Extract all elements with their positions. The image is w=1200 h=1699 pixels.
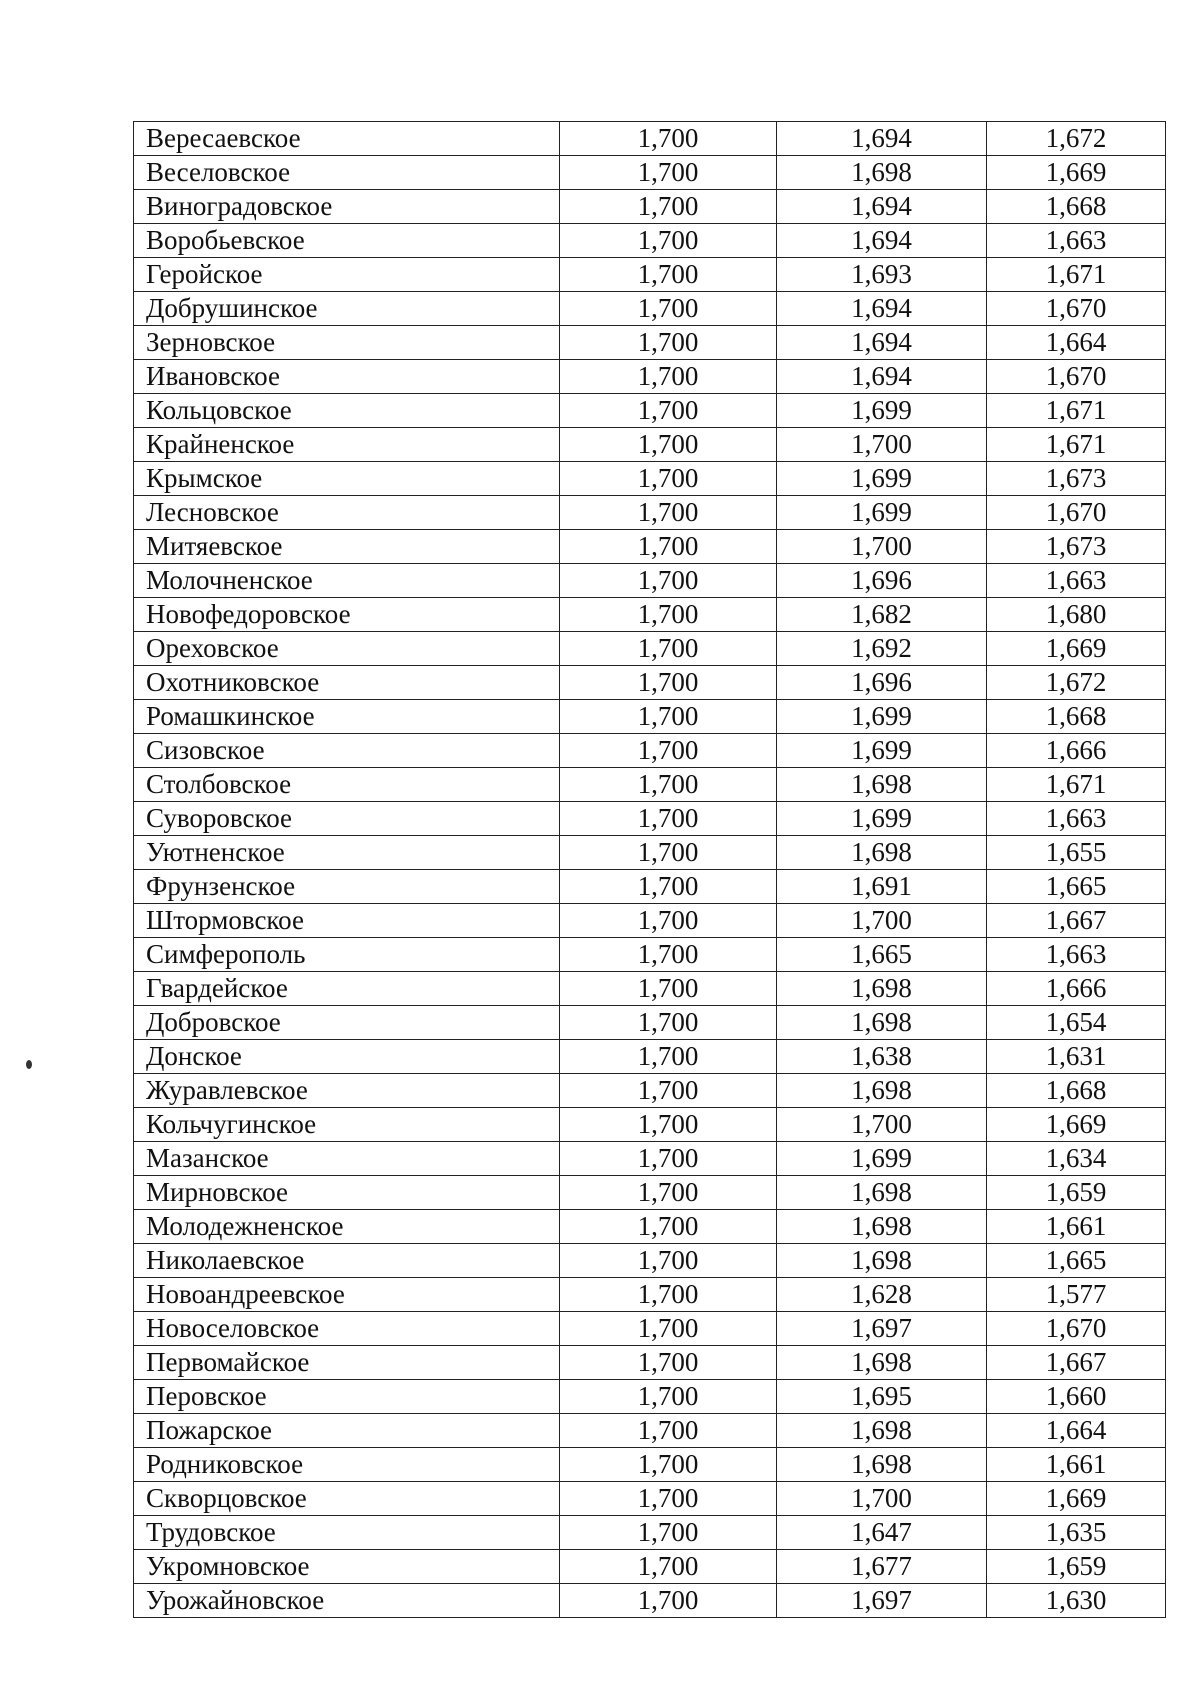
table-row: [134, 1278, 1166, 1312]
value-cell-3: 1,635: [987, 1516, 1166, 1550]
value-cell-2: 1,698: [777, 768, 987, 802]
settlement-name-cell: Пожарское: [134, 1414, 560, 1448]
table-body: [134, 122, 1166, 1618]
value-cell-1: 1,700: [560, 1516, 777, 1550]
value-cell-3: 1,680: [987, 598, 1166, 632]
value-cell-3: 1,660: [987, 1380, 1166, 1414]
table-row: [134, 1448, 1166, 1482]
table-row: [134, 530, 1166, 564]
value-cell-2: 1,699: [777, 496, 987, 530]
value-cell-1: 1,700: [560, 1550, 777, 1584]
value-cell-3: 1,631: [987, 1040, 1166, 1074]
value-cell-1: 1,700: [560, 190, 777, 224]
settlement-name-cell: Новофедоровское: [134, 598, 560, 632]
value-cell-1: 1,700: [560, 1244, 777, 1278]
table-row: [134, 326, 1166, 360]
table-row: [134, 564, 1166, 598]
table-row: [134, 258, 1166, 292]
data-table: [133, 121, 1166, 1618]
table-row: [134, 734, 1166, 768]
settlement-name-cell: Новоселовское: [134, 1312, 560, 1346]
value-cell-3: 1,655: [987, 836, 1166, 870]
table-row: [134, 156, 1166, 190]
value-cell-2: 1,698: [777, 1210, 987, 1244]
value-cell-2: 1,700: [777, 1482, 987, 1516]
table-row: [134, 1108, 1166, 1142]
value-cell-2: 1,628: [777, 1278, 987, 1312]
table-row: [134, 836, 1166, 870]
value-cell-2: 1,698: [777, 1176, 987, 1210]
settlement-name-cell: Кольцовское: [134, 394, 560, 428]
value-cell-2: 1,638: [777, 1040, 987, 1074]
settlement-name-cell: Веселовское: [134, 156, 560, 190]
table-row: [134, 1516, 1166, 1550]
value-cell-3: 1,669: [987, 632, 1166, 666]
table-row: [134, 1210, 1166, 1244]
table-row: [134, 462, 1166, 496]
table-row: [134, 1380, 1166, 1414]
value-cell-1: 1,700: [560, 292, 777, 326]
value-cell-3: 1,654: [987, 1006, 1166, 1040]
table-row: [134, 292, 1166, 326]
settlement-name-cell: Воробьевское: [134, 224, 560, 258]
value-cell-1: 1,700: [560, 870, 777, 904]
settlement-name-cell: Симферополь: [134, 938, 560, 972]
settlement-name-cell: Крымское: [134, 462, 560, 496]
settlement-name-cell: Кольчугинское: [134, 1108, 560, 1142]
value-cell-3: 1,668: [987, 1074, 1166, 1108]
table-row: [134, 1244, 1166, 1278]
table-row: [134, 1074, 1166, 1108]
value-cell-3: 1,671: [987, 394, 1166, 428]
settlement-name-cell: Добрушинское: [134, 292, 560, 326]
settlement-name-cell: Лесновское: [134, 496, 560, 530]
value-cell-1: 1,700: [560, 1448, 777, 1482]
value-cell-3: 1,630: [987, 1584, 1166, 1618]
table-row: [134, 1482, 1166, 1516]
value-cell-2: 1,694: [777, 360, 987, 394]
value-cell-3: 1,669: [987, 156, 1166, 190]
settlement-name-cell: Охотниковское: [134, 666, 560, 700]
value-cell-3: 1,666: [987, 972, 1166, 1006]
value-cell-3: 1,665: [987, 870, 1166, 904]
value-cell-2: 1,699: [777, 1142, 987, 1176]
value-cell-1: 1,700: [560, 666, 777, 700]
value-cell-1: 1,700: [560, 1142, 777, 1176]
value-cell-3: 1,671: [987, 258, 1166, 292]
value-cell-3: 1,663: [987, 938, 1166, 972]
table-row: [134, 1414, 1166, 1448]
settlement-name-cell: Ромашкинское: [134, 700, 560, 734]
settlement-name-cell: Скворцовское: [134, 1482, 560, 1516]
settlement-name-cell: Урожайновское: [134, 1584, 560, 1618]
value-cell-3: 1,666: [987, 734, 1166, 768]
value-cell-2: 1,693: [777, 258, 987, 292]
value-cell-1: 1,700: [560, 768, 777, 802]
value-cell-2: 1,647: [777, 1516, 987, 1550]
value-cell-1: 1,700: [560, 360, 777, 394]
value-cell-1: 1,700: [560, 1346, 777, 1380]
value-cell-3: 1,673: [987, 462, 1166, 496]
table-row: [134, 802, 1166, 836]
value-cell-3: 1,668: [987, 700, 1166, 734]
value-cell-2: 1,694: [777, 326, 987, 360]
value-cell-3: 1,670: [987, 1312, 1166, 1346]
table-row: [134, 938, 1166, 972]
value-cell-1: 1,700: [560, 1482, 777, 1516]
value-cell-1: 1,700: [560, 598, 777, 632]
value-cell-2: 1,698: [777, 1414, 987, 1448]
value-cell-1: 1,700: [560, 938, 777, 972]
value-cell-1: 1,700: [560, 530, 777, 564]
value-cell-3: 1,664: [987, 1414, 1166, 1448]
table-row: [134, 428, 1166, 462]
table-row: [134, 1584, 1166, 1618]
value-cell-2: 1,697: [777, 1584, 987, 1618]
value-cell-1: 1,700: [560, 1210, 777, 1244]
value-cell-2: 1,677: [777, 1550, 987, 1584]
value-cell-1: 1,700: [560, 462, 777, 496]
settlement-name-cell: Митяевское: [134, 530, 560, 564]
settlement-name-cell: Суворовское: [134, 802, 560, 836]
settlement-name-cell: Молодежненское: [134, 1210, 560, 1244]
settlement-name-cell: Трудовское: [134, 1516, 560, 1550]
settlement-name-cell: Мирновское: [134, 1176, 560, 1210]
value-cell-3: 1,659: [987, 1176, 1166, 1210]
value-cell-2: 1,698: [777, 836, 987, 870]
value-cell-1: 1,700: [560, 258, 777, 292]
value-cell-2: 1,694: [777, 122, 987, 156]
value-cell-1: 1,700: [560, 1312, 777, 1346]
value-cell-2: 1,697: [777, 1312, 987, 1346]
value-cell-2: 1,698: [777, 1244, 987, 1278]
value-cell-1: 1,700: [560, 1040, 777, 1074]
settlement-name-cell: Гвардейское: [134, 972, 560, 1006]
value-cell-2: 1,695: [777, 1380, 987, 1414]
value-cell-1: 1,700: [560, 224, 777, 258]
value-cell-3: 1,665: [987, 1244, 1166, 1278]
value-cell-3: 1,663: [987, 224, 1166, 258]
value-cell-2: 1,700: [777, 1108, 987, 1142]
value-cell-2: 1,698: [777, 1074, 987, 1108]
table-row: [134, 632, 1166, 666]
value-cell-3: 1,661: [987, 1210, 1166, 1244]
table-row: [134, 496, 1166, 530]
value-cell-1: 1,700: [560, 632, 777, 666]
table-row: [134, 190, 1166, 224]
table-row: [134, 360, 1166, 394]
value-cell-3: 1,667: [987, 1346, 1166, 1380]
value-cell-2: 1,699: [777, 700, 987, 734]
value-cell-2: 1,698: [777, 156, 987, 190]
value-cell-3: 1,661: [987, 1448, 1166, 1482]
value-cell-3: 1,670: [987, 292, 1166, 326]
value-cell-1: 1,700: [560, 122, 777, 156]
value-cell-3: 1,672: [987, 122, 1166, 156]
settlement-name-cell: Ивановское: [134, 360, 560, 394]
value-cell-1: 1,700: [560, 1278, 777, 1312]
table-row: [134, 598, 1166, 632]
value-cell-1: 1,700: [560, 1108, 777, 1142]
value-cell-2: 1,699: [777, 734, 987, 768]
settlement-name-cell: Геройское: [134, 258, 560, 292]
value-cell-1: 1,700: [560, 1074, 777, 1108]
value-cell-2: 1,699: [777, 802, 987, 836]
value-cell-1: 1,700: [560, 904, 777, 938]
table-row: [134, 1312, 1166, 1346]
value-cell-1: 1,700: [560, 1414, 777, 1448]
value-cell-2: 1,700: [777, 530, 987, 564]
value-cell-2: 1,665: [777, 938, 987, 972]
value-cell-1: 1,700: [560, 1380, 777, 1414]
settlement-name-cell: Николаевское: [134, 1244, 560, 1278]
settlement-name-cell: Сизовское: [134, 734, 560, 768]
value-cell-1: 1,700: [560, 564, 777, 598]
value-cell-1: 1,700: [560, 1176, 777, 1210]
settlement-name-cell: Крайненское: [134, 428, 560, 462]
value-cell-1: 1,700: [560, 156, 777, 190]
settlement-name-cell: Родниковское: [134, 1448, 560, 1482]
value-cell-2: 1,700: [777, 428, 987, 462]
value-cell-1: 1,700: [560, 802, 777, 836]
table-row: [134, 666, 1166, 700]
value-cell-1: 1,700: [560, 428, 777, 462]
table-row: [134, 1142, 1166, 1176]
value-cell-2: 1,694: [777, 292, 987, 326]
value-cell-3: 1,670: [987, 360, 1166, 394]
settlement-name-cell: Штормовское: [134, 904, 560, 938]
table-row: [134, 972, 1166, 1006]
value-cell-2: 1,699: [777, 394, 987, 428]
settlement-name-cell: Вересаевское: [134, 122, 560, 156]
table-row: [134, 870, 1166, 904]
table-row: [134, 1346, 1166, 1380]
settlement-name-cell: Уютненское: [134, 836, 560, 870]
value-cell-1: 1,700: [560, 326, 777, 360]
value-cell-3: 1,670: [987, 496, 1166, 530]
value-cell-3: 1,659: [987, 1550, 1166, 1584]
value-cell-3: 1,634: [987, 1142, 1166, 1176]
value-cell-3: 1,669: [987, 1482, 1166, 1516]
value-cell-2: 1,698: [777, 1006, 987, 1040]
settlement-name-cell: Донское: [134, 1040, 560, 1074]
value-cell-2: 1,698: [777, 1346, 987, 1380]
value-cell-1: 1,700: [560, 972, 777, 1006]
value-cell-1: 1,700: [560, 700, 777, 734]
value-cell-2: 1,682: [777, 598, 987, 632]
value-cell-2: 1,698: [777, 972, 987, 1006]
table-row: [134, 1006, 1166, 1040]
value-cell-3: 1,663: [987, 564, 1166, 598]
value-cell-2: 1,699: [777, 462, 987, 496]
value-cell-2: 1,700: [777, 904, 987, 938]
value-cell-2: 1,698: [777, 1448, 987, 1482]
value-cell-3: 1,669: [987, 1108, 1166, 1142]
table-row: [134, 768, 1166, 802]
value-cell-3: 1,663: [987, 802, 1166, 836]
settlement-name-cell: Виноградовское: [134, 190, 560, 224]
settlement-name-cell: Молочненское: [134, 564, 560, 598]
table-row: [134, 1040, 1166, 1074]
value-cell-3: 1,664: [987, 326, 1166, 360]
value-cell-2: 1,696: [777, 564, 987, 598]
value-cell-1: 1,700: [560, 734, 777, 768]
value-cell-3: 1,668: [987, 190, 1166, 224]
value-cell-2: 1,696: [777, 666, 987, 700]
value-cell-3: 1,671: [987, 768, 1166, 802]
value-cell-2: 1,692: [777, 632, 987, 666]
value-cell-2: 1,694: [777, 190, 987, 224]
value-cell-2: 1,691: [777, 870, 987, 904]
table-row: [134, 122, 1166, 156]
settlement-name-cell: Ореховское: [134, 632, 560, 666]
value-cell-3: 1,672: [987, 666, 1166, 700]
value-cell-3: 1,577: [987, 1278, 1166, 1312]
value-cell-1: 1,700: [560, 394, 777, 428]
settlement-name-cell: Мазанское: [134, 1142, 560, 1176]
value-cell-3: 1,671: [987, 428, 1166, 462]
settlement-name-cell: Первомайское: [134, 1346, 560, 1380]
margin-ink-speck: [26, 1060, 32, 1069]
settlement-name-cell: Новоандреевское: [134, 1278, 560, 1312]
value-cell-3: 1,673: [987, 530, 1166, 564]
table-row: [134, 700, 1166, 734]
value-cell-1: 1,700: [560, 496, 777, 530]
value-cell-1: 1,700: [560, 836, 777, 870]
table-row: [134, 1550, 1166, 1584]
table-row: [134, 1176, 1166, 1210]
settlement-name-cell: Фрунзенское: [134, 870, 560, 904]
table-row: [134, 904, 1166, 938]
value-cell-3: 1,667: [987, 904, 1166, 938]
value-cell-1: 1,700: [560, 1584, 777, 1618]
settlement-name-cell: Укромновское: [134, 1550, 560, 1584]
settlement-name-cell: Добровское: [134, 1006, 560, 1040]
settlement-name-cell: Зерновское: [134, 326, 560, 360]
value-cell-2: 1,694: [777, 224, 987, 258]
settlement-name-cell: Столбовское: [134, 768, 560, 802]
settlement-name-cell: Журавлевское: [134, 1074, 560, 1108]
settlement-name-cell: Перовское: [134, 1380, 560, 1414]
table-row: [134, 394, 1166, 428]
value-cell-1: 1,700: [560, 1006, 777, 1040]
table-row: [134, 224, 1166, 258]
